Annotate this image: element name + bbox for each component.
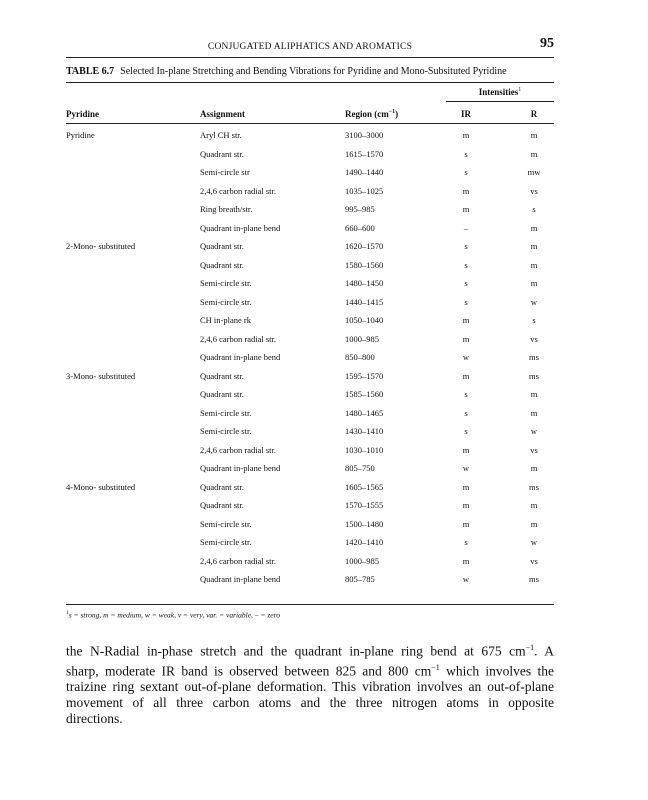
region-header-close: ) [395, 109, 399, 119]
cell-ir: s [464, 278, 468, 288]
table-row [0, 167, 648, 185]
cell-ir: m [462, 315, 470, 325]
table-bottom-rule [66, 604, 554, 605]
cell-r: vs [530, 444, 538, 455]
cell-r: m [530, 518, 538, 529]
cell-region: 805–785 [345, 574, 375, 584]
cell-ir: w [462, 574, 470, 584]
table-row [0, 445, 648, 463]
body-text-segment: sharp, moderate IR band is observed between 825 and 800 cm [66, 663, 432, 678]
cell-r: w [530, 296, 538, 307]
cell-ir: s [464, 148, 468, 159]
cell-region: 995–985 [345, 204, 375, 214]
cell-group: 2-Mono- substituted [66, 241, 136, 251]
cell-ir: s [464, 296, 468, 307]
cell-ir: m [462, 204, 470, 214]
cell-region: 1000–985 [345, 333, 379, 344]
cell-assignment: Semi-circle str. [200, 537, 252, 547]
cell-ir: m [462, 500, 470, 510]
cell-ir: s [464, 167, 468, 177]
cell-r: w [530, 537, 538, 547]
table-row [0, 204, 648, 222]
cell-assignment: Quadrant str. [200, 389, 244, 399]
table-footnote [66, 610, 280, 620]
cell-assignment: Aryl CH str. [200, 130, 242, 140]
table-row [0, 408, 648, 426]
cell-r: m [530, 389, 538, 399]
cell-r: s [532, 315, 536, 325]
cell-group: Pyridine [66, 130, 95, 140]
body-text-segment: which involves the [439, 663, 554, 678]
cell-ir: s [464, 259, 468, 270]
body-line [66, 640, 554, 660]
cell-ir: s [464, 241, 468, 251]
cell-assignment: Semi-circle str [200, 167, 250, 177]
footnote-text: s = strong, m = medium, w = weak, v = very, var. = variable, – = zero [68, 610, 280, 620]
body-line: directions. [66, 711, 123, 726]
table-header-rule [66, 123, 554, 124]
cell-assignment: Quadrant str. [200, 148, 244, 159]
cell-ir: s [464, 407, 468, 418]
cell-region: 1605–1565 [345, 481, 384, 492]
table-row [0, 334, 648, 352]
cell-assignment: 2,4,6 carbon radial str. [200, 555, 277, 566]
table-top-rule [66, 82, 554, 83]
cell-assignment: Quadrant str. [200, 500, 244, 510]
body-text-segment: the N-Radial in-phase stretch and the quadrant in-plane ring bend at 675 cm [66, 643, 526, 659]
cell-r: ms [529, 481, 539, 492]
cell-region: 1035–1025 [345, 185, 384, 196]
body-paragraph [66, 640, 554, 727]
cell-r: m [530, 241, 538, 251]
header-rule [66, 57, 554, 58]
cell-ir: m [462, 185, 470, 196]
cell-region: 1500–1480 [345, 518, 384, 529]
cell-assignment: Quadrant str. [200, 481, 244, 492]
cell-assignment: Semi-circle str. [200, 518, 252, 529]
table-row [0, 426, 648, 444]
cell-ir: m [462, 444, 470, 455]
cell-assignment: Semi-circle str. [200, 407, 252, 418]
cell-r: vs [530, 555, 538, 566]
cell-r: w [530, 426, 538, 436]
cell-region: 1050–1040 [345, 315, 384, 325]
cell-region: 660–600 [345, 222, 375, 233]
body-line: traizine ring sextant out-of-plane deformation. This vibration involves an out-of-plane [66, 679, 554, 694]
table-row [0, 130, 648, 148]
cell-r: m [530, 407, 538, 418]
table-row [0, 149, 648, 167]
cell-ir: m [462, 518, 470, 529]
cell-ir: s [464, 537, 468, 547]
table-row [0, 260, 648, 278]
table-row [0, 500, 648, 518]
table-row [0, 352, 648, 370]
cell-ir: s [464, 389, 468, 399]
cell-assignment: Quadrant str. [200, 259, 244, 270]
cell-ir: w [462, 463, 470, 473]
running-title: CONJUGATED ALIPHATICS AND AROMATICS [207, 42, 413, 52]
cell-region: 1570–1555 [345, 500, 384, 510]
cell-ir: w [462, 352, 470, 362]
cell-assignment: Semi-circle str. [200, 426, 252, 436]
running-header [66, 36, 554, 56]
table-row [0, 574, 648, 592]
page-number: 95 [540, 36, 554, 51]
cell-region: 1030–1010 [345, 444, 384, 455]
cell-r: ms [529, 574, 539, 584]
cell-assignment: Quadrant in-plane bend [200, 352, 281, 362]
table-row [0, 519, 648, 537]
cell-ir: m [462, 130, 470, 140]
body-line [66, 660, 554, 680]
cell-r: ms [529, 352, 539, 362]
cell-region: 1480–1450 [345, 278, 384, 288]
cell-group: 4-Mono- substituted [66, 481, 136, 492]
intensities-header [446, 87, 554, 97]
cell-region: 1000–985 [345, 555, 379, 566]
cell-assignment: CH in-plane rk [200, 315, 251, 325]
column-header-ir: IR [460, 109, 471, 119]
cell-ir: – [463, 222, 469, 233]
table-row [0, 315, 648, 333]
table-label: TABLE 6.7 [66, 66, 115, 77]
table-caption [66, 66, 558, 77]
table-row [0, 389, 648, 407]
cell-r: s [532, 204, 536, 214]
cell-region: 850–800 [345, 352, 375, 362]
cell-assignment: Quadrant in-plane bend [200, 222, 281, 233]
cell-assignment: Quadrant str. [200, 370, 244, 381]
cell-assignment: Quadrant str. [200, 241, 244, 251]
cell-region: 1595–1570 [345, 370, 384, 381]
intensities-rule [446, 101, 554, 102]
table-row [0, 186, 648, 204]
cell-r: mw [527, 167, 541, 177]
cell-region: 1420–1410 [345, 537, 384, 547]
cell-r: m [530, 500, 538, 510]
cell-r: m [530, 130, 538, 140]
table-row [0, 371, 648, 389]
region-header-exponent: −1 [388, 109, 396, 115]
cell-ir: m [462, 481, 470, 492]
intensities-footnote-marker: 1 [518, 87, 522, 93]
cell-region: 1430–1410 [345, 426, 384, 436]
table-row [0, 463, 648, 481]
cell-ir: m [462, 370, 470, 381]
column-header-region [345, 109, 398, 119]
cell-region: 805–750 [345, 463, 375, 473]
table-row [0, 223, 648, 241]
column-header-assignment: Assignment [200, 109, 246, 119]
region-header-text: Region (cm [345, 109, 389, 119]
footnote-marker: 1 [66, 610, 69, 616]
cell-assignment: 2,4,6 carbon radial str. [200, 444, 277, 455]
cell-r: vs [530, 333, 538, 344]
cell-region: 1490–1440 [345, 167, 384, 177]
cell-region: 3100–3000 [345, 130, 384, 140]
cell-r: ms [529, 370, 539, 381]
cell-r: m [530, 463, 538, 473]
cell-r: m [530, 278, 538, 288]
cell-r: m [530, 259, 538, 270]
cell-assignment: Quadrant in-plane bend [200, 574, 281, 584]
table-row [0, 241, 648, 259]
table-row [0, 556, 648, 574]
cell-r: m [530, 148, 538, 159]
cell-region: 1440–1415 [345, 296, 384, 307]
column-header-r: R [530, 109, 538, 119]
cell-assignment: Semi-circle str. [200, 278, 252, 288]
table-row [0, 537, 648, 555]
cell-assignment: Ring breath/str. [200, 204, 253, 214]
intensities-label: Intensities [478, 87, 519, 97]
cell-assignment: Quadrant in-plane bend [200, 463, 281, 473]
cell-region: 1580–1560 [345, 259, 384, 270]
cell-assignment: Semi-circle str. [200, 296, 252, 307]
column-header-pyridine: Pyridine [66, 109, 99, 119]
body-text-segment: . A [534, 643, 554, 659]
cell-ir: m [462, 555, 470, 566]
table-row [0, 297, 648, 315]
body-exponent: −1 [431, 662, 440, 672]
cell-region: 1480–1465 [345, 407, 384, 418]
cell-r: vs [530, 185, 538, 196]
cell-region: 1585–1560 [345, 389, 384, 399]
table-row [0, 278, 648, 296]
table-caption-text: Selected In-plane Stretching and Bending Vibrations for Pyridine and Mono-Subsituted Pyridine [120, 66, 507, 77]
body-exponent: −1 [525, 643, 535, 652]
cell-region: 1615–1570 [345, 148, 384, 159]
cell-r: m [530, 222, 538, 233]
cell-region: 1620–1570 [345, 241, 384, 251]
cell-group: 3-Mono- substituted [66, 370, 136, 381]
table-row [0, 482, 648, 500]
body-line: movement of all three carbon atoms and the three nitrogen atoms in opposite [66, 695, 554, 710]
cell-ir: s [464, 426, 468, 436]
cell-assignment: 2,4,6 carbon radial str. [200, 185, 277, 196]
cell-assignment: 2,4,6 carbon radial str. [200, 333, 277, 344]
cell-ir: m [462, 333, 470, 344]
